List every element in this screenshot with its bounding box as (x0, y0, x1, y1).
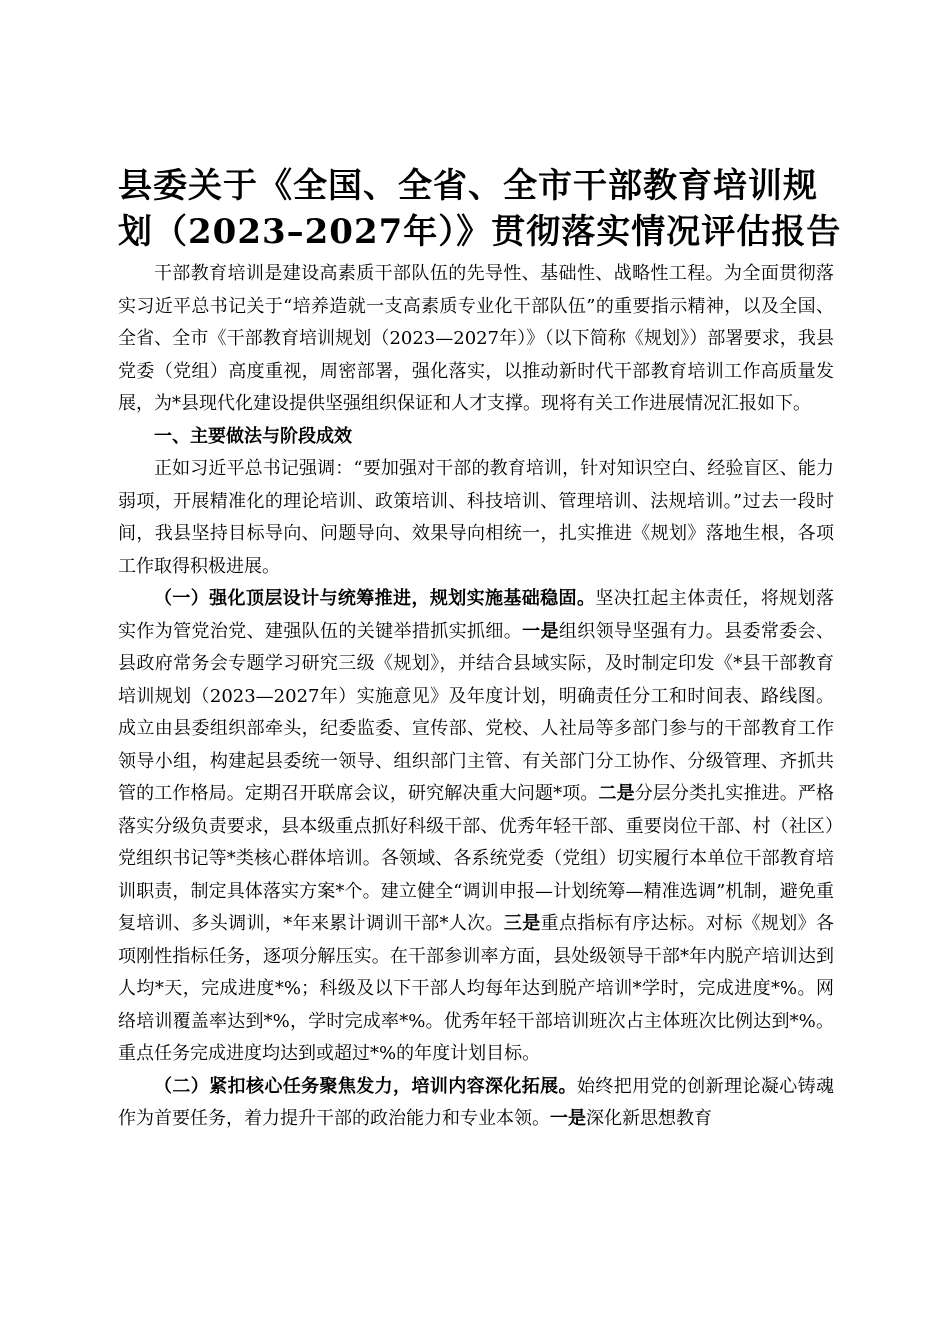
subsection-2-paragraph (118, 1071, 834, 1136)
subsection-1-marker-1: 一是 (522, 620, 559, 642)
subsection-1-paragraph (118, 583, 834, 1071)
subsection-1-text-1: 坚决扛起主体责任，将规划落实作为管党治党、建强队伍的关键举措抓实抓细。 (118, 588, 835, 642)
subsection-2-marker-1: 一是 (550, 1108, 586, 1129)
title-line-2: 划（2023–2027年）》贯彻落实情况评估报告 (118, 212, 842, 252)
intro-paragraph: 干部教育培训是建设高素质干部队伍的先导性、基础性、战略性工程。为全面贯彻落实习近平总书记关于“培养造就一支高素质专业化干部队伍”的重要指示精神，以及全国、全省、全市《干部教育培训规划（2023—2027年）》（以下简称《规划》）部署要求，我县党委（党组）高度重视，周密部署，强化落实，以推动新时代干部教育培训工作高质量发展，为*县现代化建设提供坚强组织保证和人才支撑。现将有关工作进展情况汇报如下。 (118, 263, 834, 414)
subsection-2-lead: （二）紧扣核心任务聚焦发力，培训内容深化拓展。 (154, 1075, 577, 1097)
document-body (118, 258, 834, 1136)
subsection-2-text-1: 始终把用党的创新理论凝心铸魂作为首要任务，着力提升干部的政治能力和专业本领。 (118, 1075, 835, 1129)
subsection-1-text-3: 分层分类扎实推进。严格落实分级负责要求，县本级重点抓好科级干部、优秀年轻干部、重要岗位干部、村（社区）党组织书记等*类核心群体培训。各领域、各系统党委（党组）切实履行本单位干部教育培训职责，制定具体落实方案*个。建立健全“调训申报—计划统筹—精准选调”机制，避免重复培训、多头调训，*年来累计调训干部*人次。 (118, 783, 835, 934)
subsection-1-lead: （一）强化顶层设计与统筹推进，规划实施基础稳固。 (154, 588, 596, 609)
subsection-2-text-2: 深化新思想教育 (586, 1108, 712, 1129)
subsection-1-marker-3: 三是 (503, 913, 541, 934)
title-line-1: 县委关于《全国、全省、全市干部教育培训规 (118, 166, 818, 206)
section-heading-1: 一、主要做法与阶段成效 (154, 425, 352, 447)
subsection-1-text-4: 重点指标有序达标。对标《规划》各项刚性指标任务，逐项分解压实。在干部参训率方面，县处级领导干部*年内脱产培训达到人均*天，完成进度*%；科级及以下干部人均每年达到脱产培训*学时，完成进度*%。网络培训覆盖率达到*%，学时完成率*%。优秀年轻干部培训班次占主体班次比例达到*%。重点任务完成进度均达到或超过*%的年度计划目标。 (118, 913, 835, 1064)
subsection-1-marker-2: 二是 (598, 783, 635, 804)
document-title (118, 163, 842, 255)
subsection-1-text-2: 组织领导坚强有力。县委常委会、县政府常务会专题学习研究三级《规划》，并结合县域实际，及时制定印发《*县干部教育培训规划（2023—2027年）实施意见》及年度计划，明确责任分工和时间表、路线图。成立由县委组织部牵头，纪委监委、宣传部、党校、人社局等多部门参与的干部教育工作领导小组，构建起县委统一领导、组织部门主管、有关部门分工协作、分级管理、齐抓共管的工作格局。定期召开联席会议，研究解决重大问题*项。 (118, 620, 835, 804)
section-1-paragraph: 正如习近平总书记强调：“要加强对干部的教育培训，针对知识空白、经验盲区、能力弱项，开展精准化的理论培训、政策培训、科技培训、管理培训、法规培训。”过去一段时间，我县坚持目标导向、问题导向、效果导向相统一，扎实推进《规划》落地生根，各项工作取得积极进展。 (118, 458, 834, 577)
